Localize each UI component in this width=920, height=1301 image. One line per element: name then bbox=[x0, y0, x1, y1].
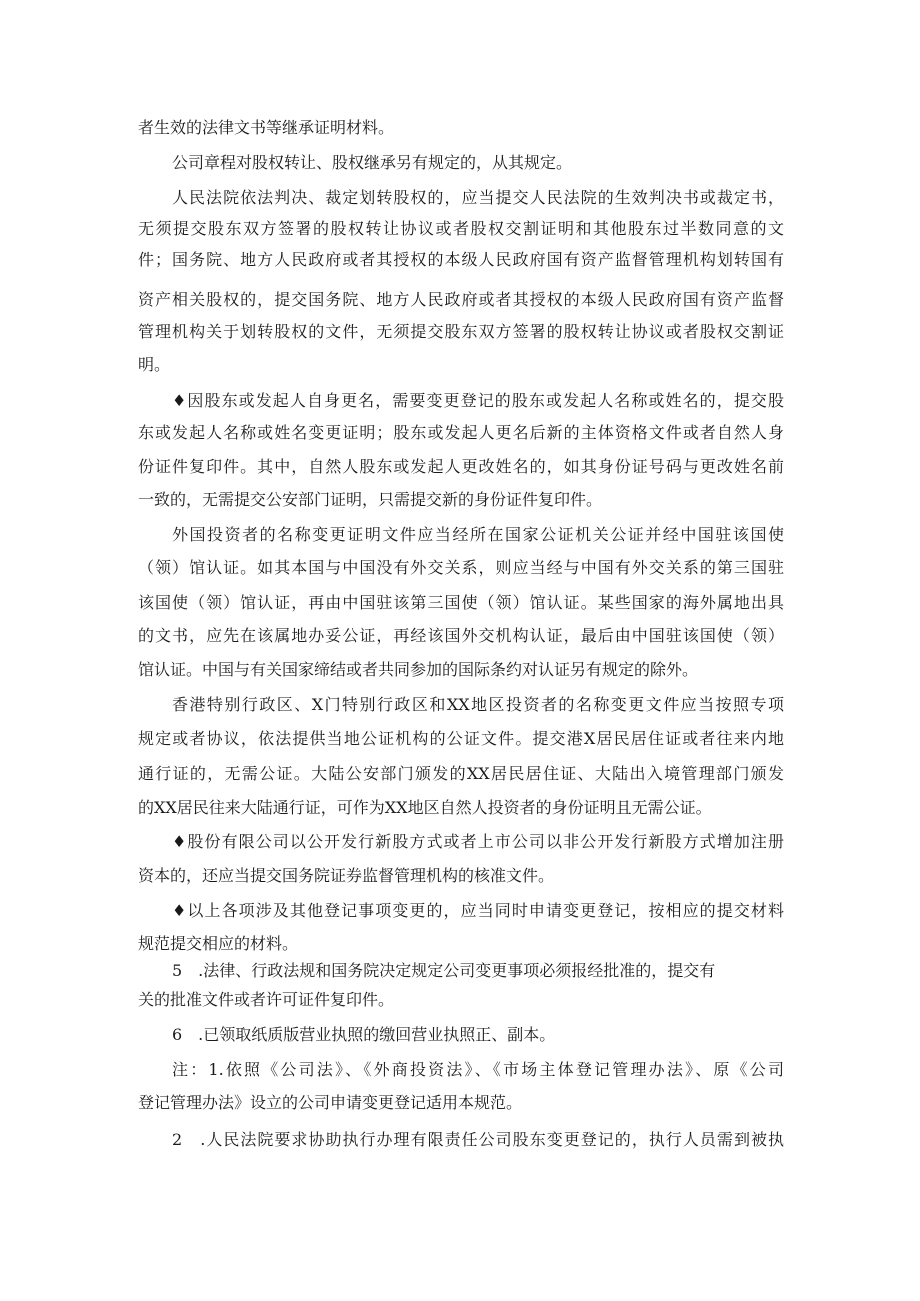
text-line: 者生效的法律文书等继承证明材料。 bbox=[138, 118, 395, 137]
text-line: 明。 bbox=[138, 355, 171, 374]
text-line: 资产相关股权的，提交国务院、地方人民政府或者其授权的本级人民政府国有资产监督 bbox=[138, 290, 784, 309]
text-line: 资本的，还应当提交国务院证券监督管理机构的核准文件。 bbox=[138, 866, 555, 885]
text-line: ♦以上各项涉及其他登记事项变更的，应当同时申请变更登记，按相应的提交材料 bbox=[172, 901, 784, 920]
text-line: 管理机构关于划转股权的文件，无须提交股东双方签署的股权转让协议或者股权交割证 bbox=[138, 322, 784, 341]
text-line: 份证件复印件。其中，自然人股东或发起人更改姓名的，如其身份证号码与更改姓名前 bbox=[138, 457, 784, 476]
text-line: 2 .人民法院要求协助执行办理有限责任公司股东变更登记的，执行人员需到被执 bbox=[172, 1130, 784, 1149]
text-line: 件；国务院、地方人民政府或者其授权的本级人民政府国有资产监督管理机构划转国有 bbox=[138, 250, 784, 269]
text-line: 香港特别行政区、X门特别行政区和XX地区投资者的名称变更文件应当按照专项 bbox=[172, 695, 784, 714]
text-line: 馆认证。中国与有关国家缔结或者共同参加的国际条约对认证另有规定的除外。 bbox=[138, 660, 699, 679]
text-line: 的文书，应先在该属地办妥公证，再经该国外交机构认证，最后由中国驻该国使（领） bbox=[138, 626, 784, 645]
text-line: 规定或者协议，依法提供当地公证机构的公证文件。提交港X居民居住证或者往来内地 bbox=[138, 729, 784, 748]
text-line: 注：1.依照《公司法》、《外商投资法》、《市场主体登记管理办法》、原《公司 bbox=[172, 1060, 784, 1079]
text-line: 6 .已领取纸质版营业执照的缴回营业执照正、副本。 bbox=[172, 1025, 556, 1044]
text-line: 该国使（领）馆认证，再由中国驻该第三国使（领）馆认证。某些国家的海外属地出具 bbox=[138, 593, 784, 612]
text-line: ♦因股东或发起人自身更名，需要变更登记的股东或发起人名称或姓名的，提交股 bbox=[172, 391, 784, 410]
text-line: 通行证的，无需公证。大陆公安部门颁发的XX居民居住证、大陆出入境管理部门颁发 bbox=[138, 764, 784, 783]
text-line: 5 .法律、行政法规和国务院决定规定公司变更事项必须报经批准的，提交有 bbox=[172, 961, 716, 980]
text-line: 关的批准文件或者许可证件复印件。 bbox=[138, 990, 395, 1009]
text-line: 规范提交相应的材料。 bbox=[138, 934, 299, 953]
text-line: 人民法院依法判决、裁定划转股权的，应当提交人民法院的生效判决书或裁定书， bbox=[172, 188, 784, 207]
text-line: ♦股份有限公司以公开发行新股方式或者上市公司以非公开发行新股方式增加注册 bbox=[172, 832, 784, 851]
text-line: （领）馆认证。如其本国与中国没有外交关系，则应当经与中国有外交关系的第三国驻 bbox=[138, 558, 784, 577]
text-line: 登记管理办法》设立的公司申请变更登记适用本规范。 bbox=[138, 1093, 523, 1112]
text-line: 无须提交股东双方签署的股权转让协议或者股权交割证明和其他股东过半数同意的文 bbox=[138, 219, 784, 238]
text-line: 外国投资者的名称变更证明文件应当经所在国家公证机关公证并经中国驻该国使 bbox=[172, 525, 784, 544]
text-line: 东或发起人名称或姓名变更证明；股东或发起人更名后新的主体资格文件或者自然人身 bbox=[138, 423, 784, 442]
text-line: 的XX居民往来大陆通行证，可作为XX地区自然人投资者的身份证明且无需公证。 bbox=[138, 798, 712, 817]
text-line: 一致的，无需提交公安部门证明，只需提交新的身份证件复印件。 bbox=[138, 490, 603, 509]
text-line: 公司章程对股权转让、股权继承另有规定的，从其规定。 bbox=[172, 153, 573, 172]
